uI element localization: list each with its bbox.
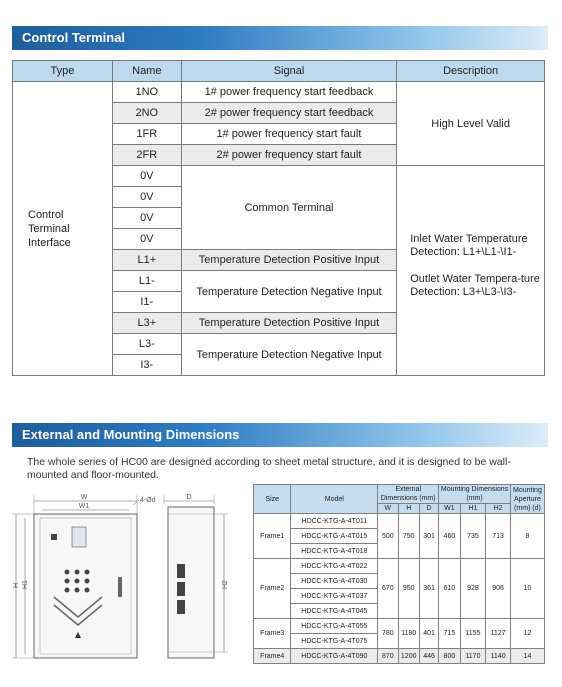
model-cell: HDCC-KTG-A-4T018: [291, 544, 378, 559]
terminal-name: L1+: [112, 250, 181, 271]
column-header: Mounting Aperture (mm) (d): [510, 485, 544, 514]
model-cell: HDCC-KTG-A-4T011: [291, 514, 378, 529]
column-header: W: [378, 504, 398, 514]
dim-aperture: 8: [510, 514, 544, 559]
label-h1: H1: [22, 580, 29, 589]
dimensions-table: [253, 484, 545, 664]
dim-w: 670: [378, 559, 398, 619]
model-cell: HDCC-KTG-A-4T045: [291, 604, 378, 619]
signal-common-terminal: Common Terminal: [181, 166, 396, 250]
side-view: [164, 494, 229, 658]
model-cell: HDCC-KTG-A-4T075: [291, 634, 378, 649]
terminal-name: 2FR: [112, 145, 181, 166]
section-title-dimensions: External and Mounting Dimensions: [12, 423, 548, 447]
table-header-row: [254, 485, 545, 504]
dim-w: 500: [378, 514, 398, 559]
column-header: H1: [460, 504, 486, 514]
signal-cell: 2# power frequency start fault: [181, 145, 396, 166]
table-row: [254, 559, 545, 574]
dim-h: 950: [398, 559, 419, 619]
terminal-name: 0V: [112, 208, 181, 229]
signal-cell: 1# power frequency start fault: [181, 124, 396, 145]
dim-w: 870: [378, 649, 398, 664]
model-cell: HDCC-KTG-A-4T022: [291, 559, 378, 574]
terminal-name: 0V: [112, 187, 181, 208]
description-outlet: Outlet Water Tempera-ture Detection: L3+\L3-\I3-: [410, 273, 540, 298]
dimension-drawing: [12, 492, 248, 662]
frame-size: Frame4: [254, 649, 291, 664]
table-row: [13, 82, 545, 103]
table-row: [254, 619, 545, 634]
signal-cell: 2# power frequency start feedback: [181, 103, 396, 124]
dim-d: 401: [419, 619, 438, 649]
control-terminal-table: [12, 60, 545, 376]
column-header: Name: [112, 61, 181, 82]
section-title-control-terminal: Control Terminal: [12, 26, 548, 50]
model-cell: HDCC-KTG-A-4T037: [291, 589, 378, 604]
label-h2: H2: [222, 580, 229, 589]
terminal-name: 0V: [112, 229, 181, 250]
signal-cell: Temperature Detection Negative Input: [181, 271, 396, 313]
column-header: Size: [254, 485, 291, 514]
column-header: External Dimensions (mm): [378, 485, 439, 504]
table-header-row: [13, 61, 545, 82]
type-cell: Control Terminal Interface: [13, 82, 113, 376]
dim-h1: 735: [460, 514, 486, 559]
column-header: D: [419, 504, 438, 514]
description-high-level: High Level Valid: [397, 82, 545, 166]
dim-h1: 1155: [460, 619, 486, 649]
label-h: H: [13, 582, 20, 588]
dim-w1: 610: [439, 559, 460, 619]
column-header: H: [398, 504, 419, 514]
terminal-name: L3+: [112, 313, 181, 334]
signal-cell: Temperature Detection Negative Input: [181, 334, 396, 376]
model-cell: HDCC-KTG-A-4T055: [291, 619, 378, 634]
dim-w1: 800: [439, 649, 460, 664]
frame-size: Frame3: [254, 619, 291, 649]
dim-w: 780: [378, 619, 398, 649]
column-header: H2: [486, 504, 511, 514]
intro-paragraph: The whole series of HC00 are designed according to sheet metal structure, and it is designed to be wall-mounted and floor-mounted.: [27, 456, 511, 481]
dim-d: 446: [419, 649, 438, 664]
dim-h1: 1170: [460, 649, 486, 664]
model-cell: HDCC-KTG-A-4T015: [291, 529, 378, 544]
terminal-name: 0V: [112, 166, 181, 187]
frame-size: Frame2: [254, 559, 291, 619]
description-inlet: Inlet Water Temperature Detection: L1+\L1-\I1-: [410, 233, 528, 258]
terminal-name: 1NO: [112, 82, 181, 103]
table-row: [254, 514, 545, 529]
dim-aperture: 14: [510, 649, 544, 664]
signal-cell: 1# power frequency start feedback: [181, 82, 396, 103]
model-cell: HDCC-KTG-A-4T090: [291, 649, 378, 664]
signal-cell: Temperature Detection Positive Input: [181, 250, 396, 271]
label-w: W: [80, 494, 88, 501]
dim-aperture: 12: [510, 619, 544, 649]
label-d: D: [186, 494, 192, 501]
dim-d: 301: [419, 514, 438, 559]
dim-h2: 1127: [486, 619, 511, 649]
dim-h2: 1140: [486, 649, 511, 664]
terminal-name: 1FR: [112, 124, 181, 145]
column-header: W1: [439, 504, 460, 514]
terminal-name: I3-: [112, 355, 181, 376]
frame-size: Frame1: [254, 514, 291, 559]
dim-h: 750: [398, 514, 419, 559]
column-header: Mounting Dimensions (mm): [439, 485, 511, 504]
dim-w1: 715: [439, 619, 460, 649]
column-header: Type: [13, 61, 113, 82]
front-view: [12, 494, 156, 658]
signal-cell: Temperature Detection Positive Input: [181, 313, 396, 334]
table-row: [254, 649, 545, 664]
dim-d: 361: [419, 559, 438, 619]
model-cell: HDCC-KTG-A-4T030: [291, 574, 378, 589]
label-w1: W1: [78, 503, 90, 510]
dim-w1: 460: [439, 514, 460, 559]
column-header: Model: [291, 485, 378, 514]
terminal-name: L3-: [112, 334, 181, 355]
description-temperature: [397, 166, 545, 376]
dim-h2: 906: [486, 559, 511, 619]
terminal-name: L1-: [112, 271, 181, 292]
column-header: Description: [397, 61, 545, 82]
column-header: Signal: [181, 61, 396, 82]
dim-h1: 928: [460, 559, 486, 619]
dim-h: 1200: [398, 649, 419, 664]
dim-h2: 713: [486, 514, 511, 559]
terminal-name: 2NO: [112, 103, 181, 124]
dim-h: 1180: [398, 619, 419, 649]
label-hole: 4-Ød: [140, 497, 156, 504]
terminal-name: I1-: [112, 292, 181, 313]
dim-aperture: 10: [510, 559, 544, 619]
